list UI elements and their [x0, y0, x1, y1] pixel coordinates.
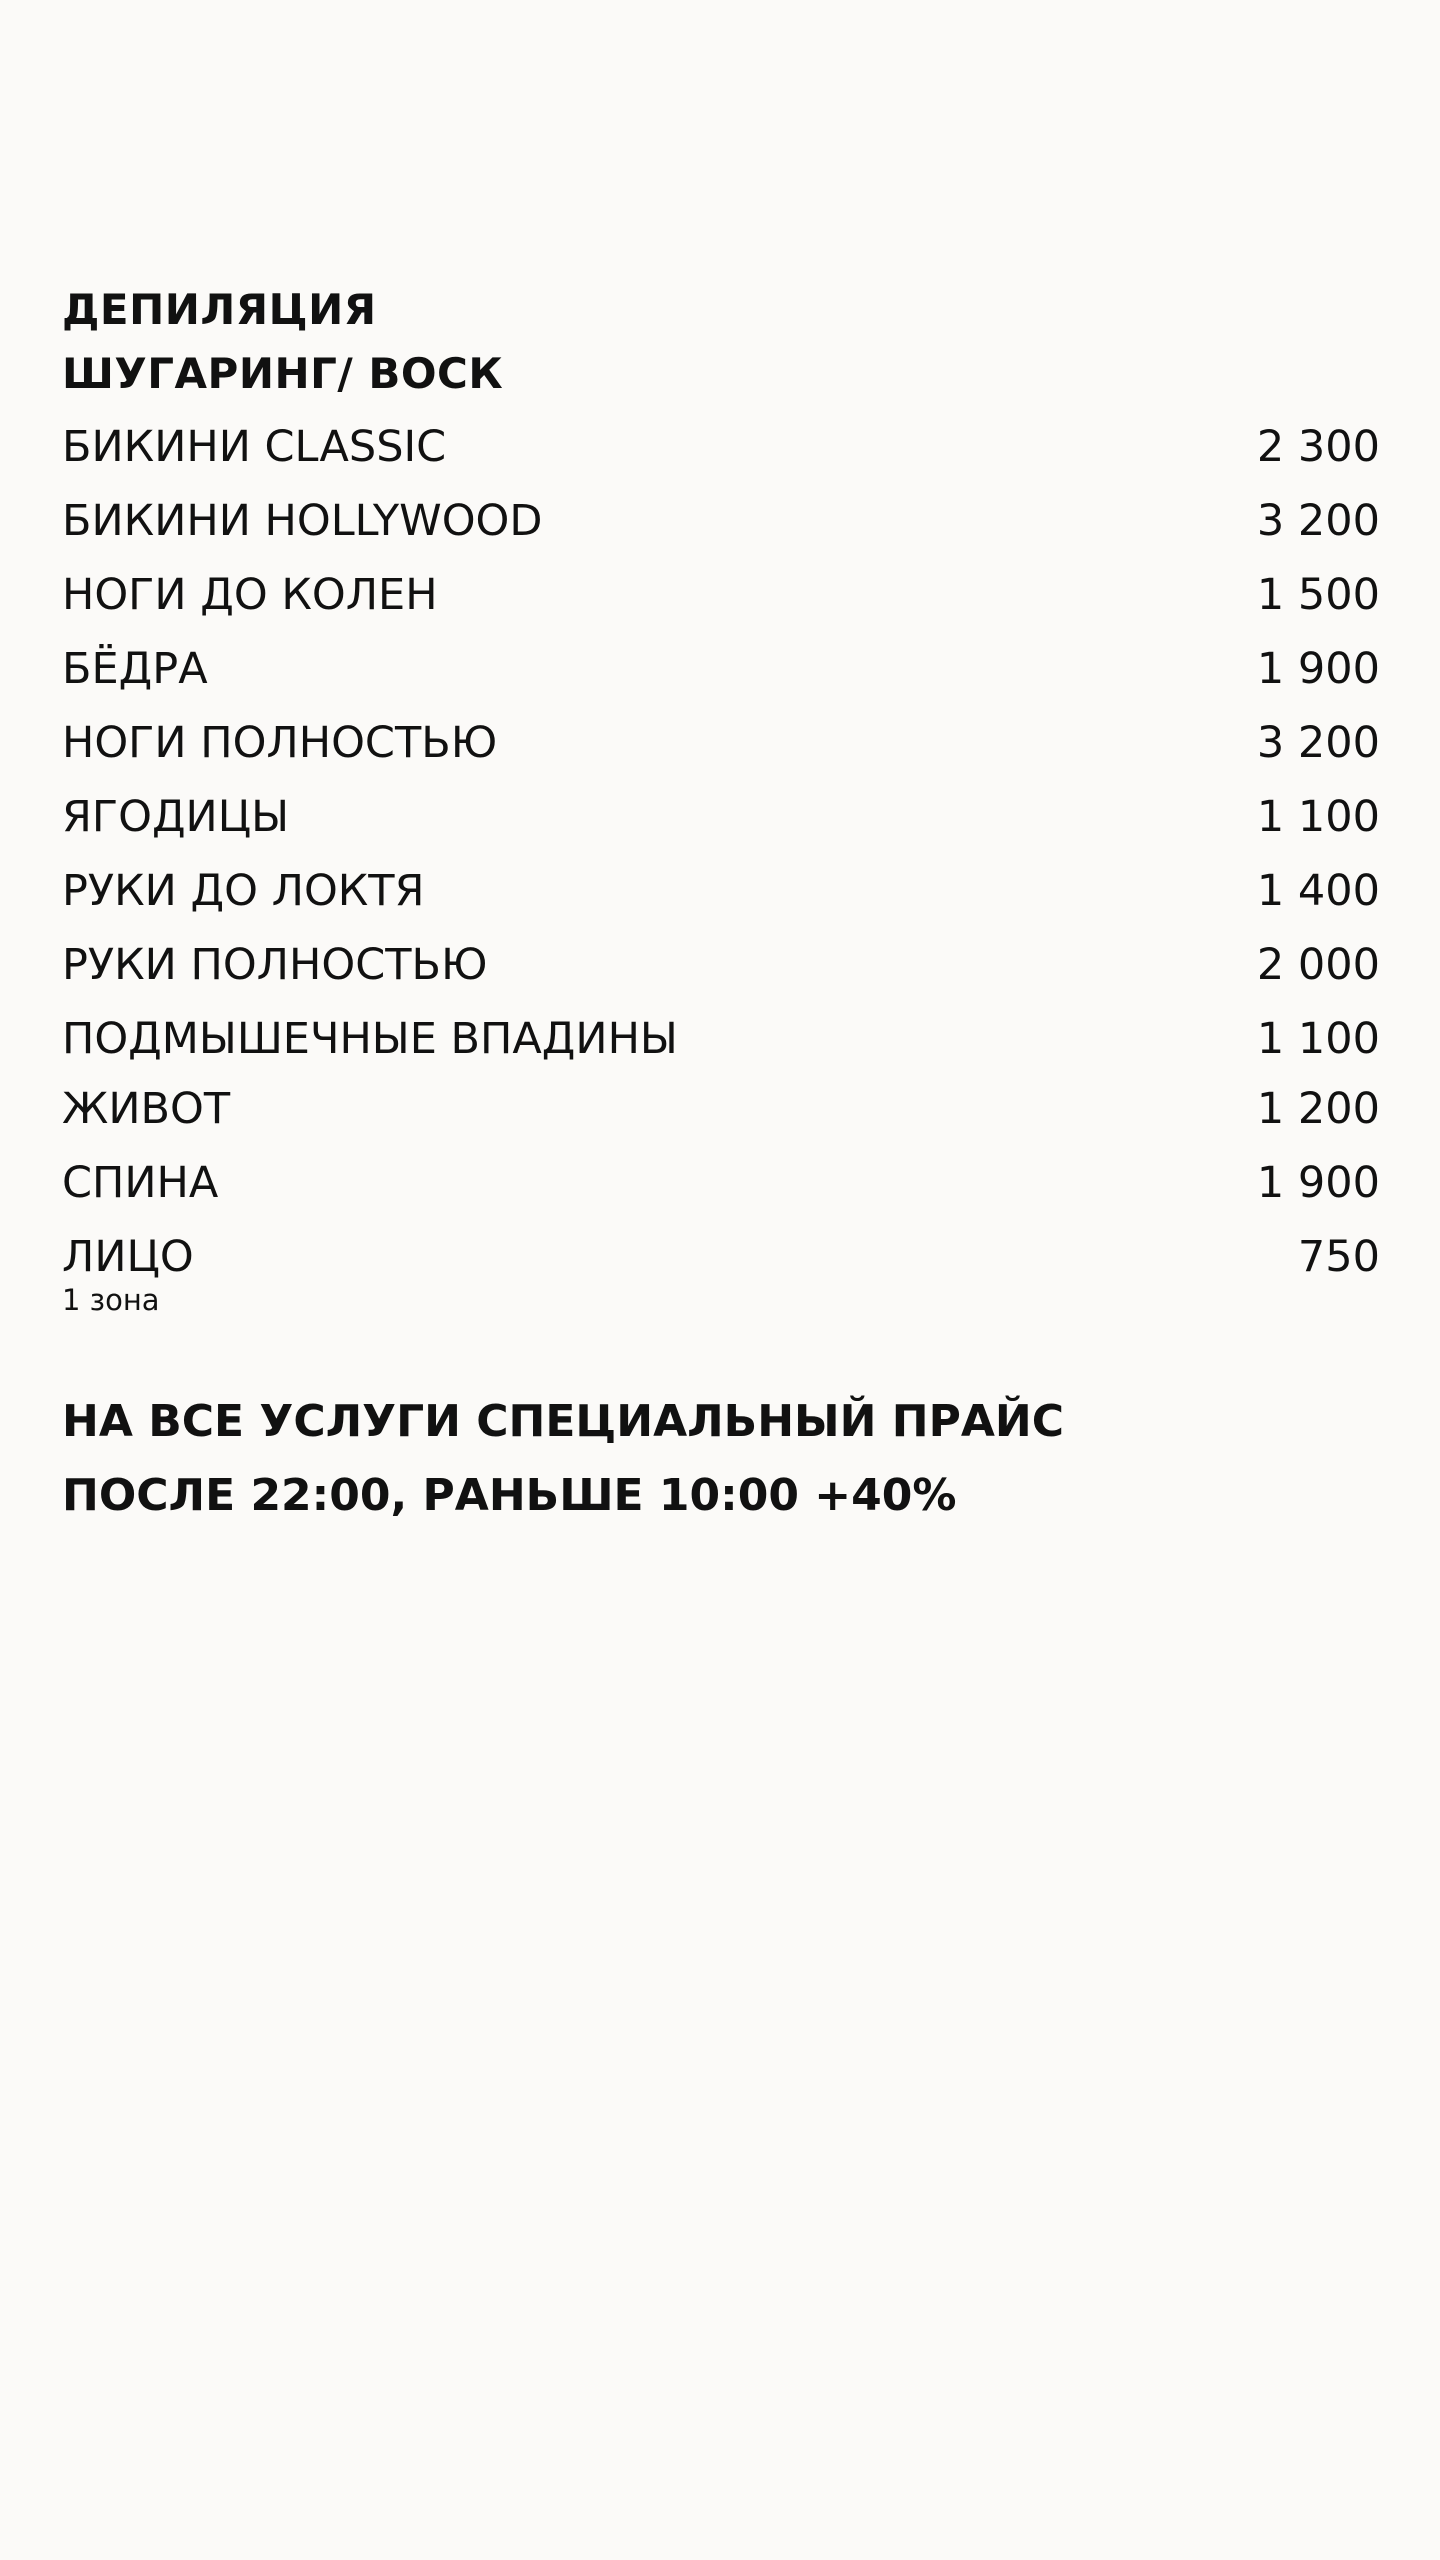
service-row [62, 792, 1380, 848]
service-name: БИКИНИ HOLLYWOOD [62, 496, 543, 546]
service-price: 2 300 [1256, 422, 1380, 472]
service-name: ПОДМЫШЕЧНЫЕ ВПАДИНЫ [62, 1014, 678, 1064]
service-row [62, 1014, 1380, 1070]
service-note: 1 зона [62, 1283, 160, 1317]
service-row [62, 570, 1380, 626]
service-name: БИКИНИ CLASSIC [62, 422, 447, 472]
service-name: ЯГОДИЦЫ [62, 792, 290, 842]
service-price: 3 200 [1256, 496, 1380, 546]
service-name: СПИНА [62, 1158, 219, 1208]
service-price: 1 100 [1256, 1014, 1380, 1064]
service-price: 1 500 [1256, 570, 1380, 620]
service-price: 2 000 [1256, 940, 1380, 990]
service-name: НОГИ ДО КОЛЕН [62, 570, 438, 620]
service-name: РУКИ ПОЛНОСТЬЮ [62, 940, 488, 990]
service-name: ЖИВОТ [62, 1084, 231, 1134]
service-name: РУКИ ДО ЛОКТЯ [62, 866, 425, 916]
service-name: БЁДРА [62, 644, 208, 694]
service-price: 1 900 [1256, 644, 1380, 694]
service-name: ЛИЦО [62, 1232, 194, 1282]
service-row [62, 718, 1380, 774]
service-price: 750 [1297, 1232, 1380, 1282]
service-price: 1 100 [1256, 792, 1380, 842]
service-row [62, 1232, 1380, 1317]
service-row [62, 866, 1380, 922]
page-title: ДЕПИЛЯЦИЯ [62, 285, 377, 334]
service-price: 1 200 [1256, 1084, 1380, 1134]
service-row [62, 1158, 1380, 1214]
service-price: 1 900 [1256, 1158, 1380, 1208]
service-price: 3 200 [1256, 718, 1380, 768]
service-row [62, 940, 1380, 996]
service-price: 1 400 [1256, 866, 1380, 916]
service-row [62, 1084, 1380, 1140]
service-row [62, 496, 1380, 552]
service-row [62, 422, 1380, 478]
special-price-notice: НА ВСЕ УСЛУГИ СПЕЦИАЛЬНЫЙ ПРАЙС [62, 1396, 1065, 1447]
page-subtitle: ШУГАРИНГ/ ВОСК [62, 349, 504, 398]
special-price-hours: ПОСЛЕ 22:00, РАНЬШЕ 10:00 +40% [62, 1470, 957, 1521]
service-row [62, 644, 1380, 700]
service-name: НОГИ ПОЛНОСТЬЮ [62, 718, 498, 768]
